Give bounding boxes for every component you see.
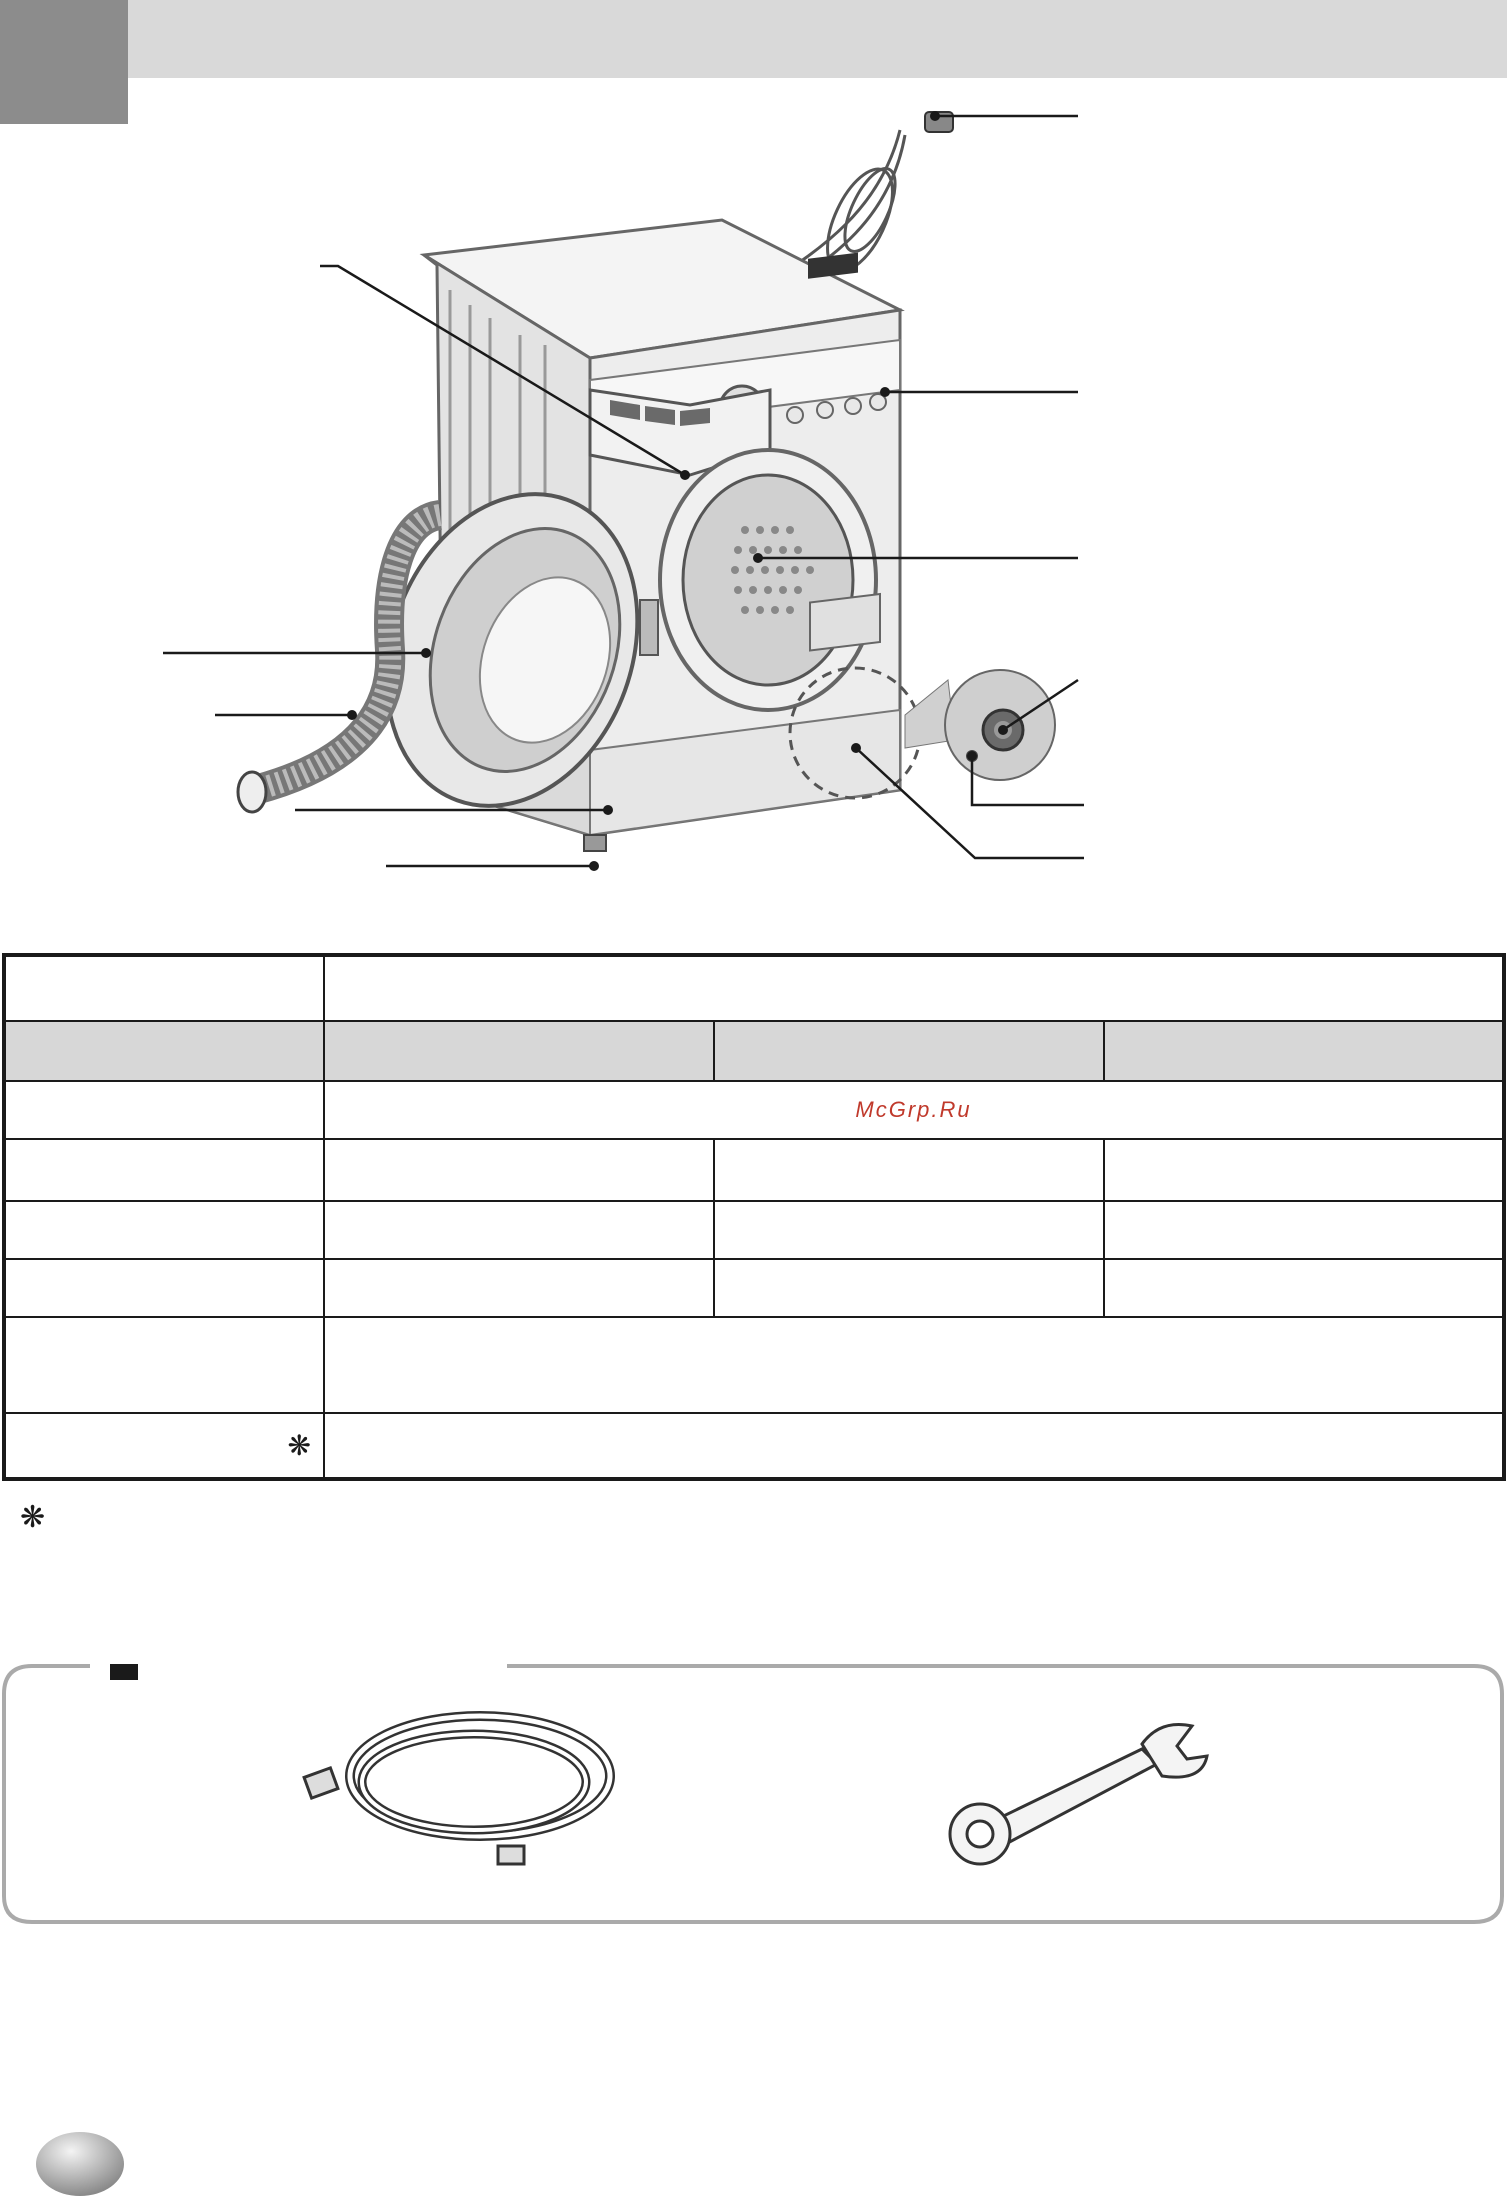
table-cell <box>1104 1259 1504 1317</box>
table-cell <box>1104 1139 1504 1201</box>
table-cell <box>324 1021 714 1081</box>
table-cell <box>714 1021 1104 1081</box>
table-cell <box>324 1139 714 1201</box>
washing-machine-diagram <box>0 90 1507 910</box>
section-square-icon <box>110 1664 138 1680</box>
table-cell <box>4 1139 324 1201</box>
header-bar <box>128 0 1507 78</box>
table-cell <box>324 1317 1504 1413</box>
table-cell <box>324 1259 714 1317</box>
table-cell <box>324 1201 714 1259</box>
table-cell <box>4 1081 324 1139</box>
hose-fitting <box>304 1768 338 1798</box>
table-cell <box>4 1021 324 1081</box>
drain-hose-end <box>238 772 266 812</box>
table-cell <box>4 955 324 1021</box>
table-cell <box>4 1413 324 1479</box>
table-cell <box>324 1413 1504 1479</box>
table-cell <box>714 1259 1104 1317</box>
footnote-marker: ❋ <box>20 1501 46 1534</box>
table-cell <box>4 1259 324 1317</box>
table-cell <box>324 955 1504 1021</box>
adjustable-foot <box>584 835 606 851</box>
specification-table <box>2 953 1506 1481</box>
watermark: McGrp.Ru <box>324 1081 1504 1139</box>
drum <box>683 475 853 685</box>
table-cell <box>714 1201 1104 1259</box>
table-cell <box>1104 1201 1504 1259</box>
table-cell <box>4 1201 324 1259</box>
table-cell <box>1104 1021 1504 1081</box>
page-number-oval <box>34 2124 126 2196</box>
accessories-panel <box>2 1664 1504 1924</box>
spanner-illustration <box>950 1724 1207 1864</box>
filter-cover <box>810 594 880 651</box>
inlet-hose-illustration <box>350 1716 610 1836</box>
footnote-marker: ❋ <box>287 1429 311 1461</box>
table-cell <box>4 1317 324 1413</box>
door-hinge <box>640 600 658 655</box>
table-cell <box>714 1139 1104 1201</box>
display-window <box>808 253 858 279</box>
